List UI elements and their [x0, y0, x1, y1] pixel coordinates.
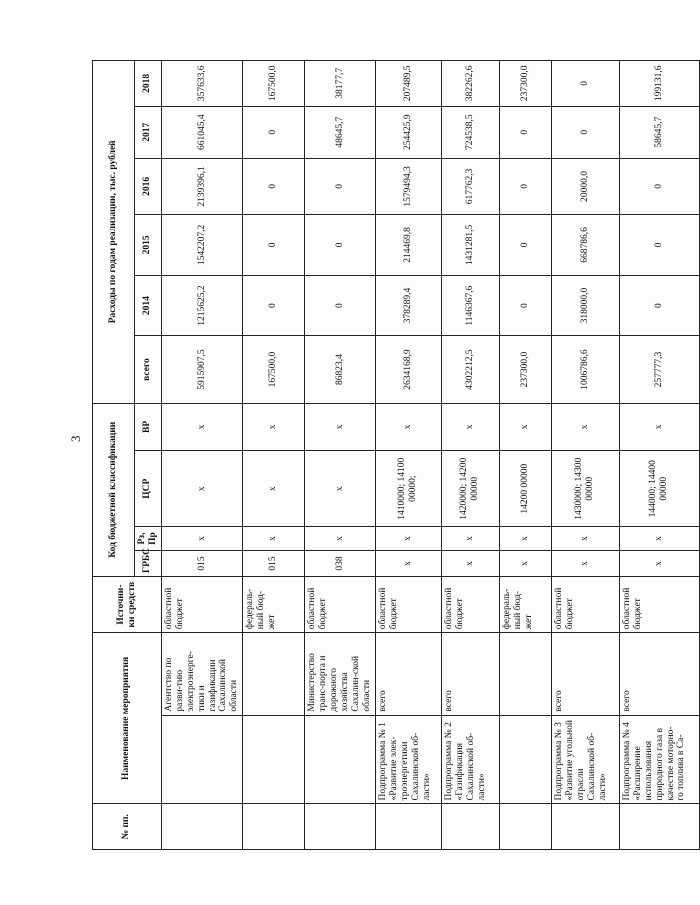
cell-y2016: 0: [499, 158, 551, 214]
cell-num: [305, 804, 376, 850]
cell-y2018: 0: [551, 61, 619, 107]
col-2018: 2018: [135, 61, 162, 107]
cell-total: 86823,4: [305, 336, 376, 403]
cell-num: [161, 804, 242, 850]
cell-y2014: 0: [499, 275, 551, 336]
cell-total: 237300,0: [499, 336, 551, 403]
table-row: [243, 61, 305, 850]
cell-total: 4302212,5: [441, 336, 499, 403]
cell-y2015: 0: [619, 215, 699, 276]
col-total: всего: [135, 336, 162, 403]
cell-vr: х: [243, 403, 305, 451]
cell-executor: всего: [619, 633, 699, 715]
cell-source: областной бюджет: [551, 576, 619, 632]
cell-y2017: 0: [551, 106, 619, 158]
cell-name: [243, 715, 305, 804]
cell-csr: 1410000; 14100 00000;: [375, 451, 441, 527]
table-row: [619, 61, 699, 850]
cell-source: областной бюджет: [375, 576, 441, 632]
cell-source: областной бюджет: [161, 576, 242, 632]
cell-y2017: 0: [243, 106, 305, 158]
cell-source: федераль-ный бюд-жет: [499, 576, 551, 632]
cell-name: [305, 715, 376, 804]
budget-table: [92, 60, 700, 850]
cell-y2015: 0: [499, 215, 551, 276]
cell-y2018: 382262,6: [441, 61, 499, 107]
cell-name: Подпрограмма № 3 «Развитие угольной отрасли Сахалинской об-ласти»: [551, 715, 619, 804]
cell-executor: [243, 633, 305, 715]
col-expenses-group: Расходы по годам реализации, тыс. рублей: [93, 61, 135, 404]
cell-y2016: 1579494,3: [375, 158, 441, 214]
cell-y2015: 214469,8: [375, 215, 441, 276]
col-code-group: Код бюджетной классификации: [93, 403, 135, 576]
cell-y2016: 0: [619, 158, 699, 214]
cell-name: Подпрограмма № 2 «Газификация Сахалинской об-ласти»: [441, 715, 499, 804]
col-csr: ЦСР: [135, 451, 162, 527]
cell-vr: х: [499, 403, 551, 451]
cell-num: [375, 804, 441, 850]
cell-y2018: 237300,0: [499, 61, 551, 107]
col-num: № пп.: [93, 804, 162, 850]
cell-total: 257777,3: [619, 336, 699, 403]
cell-csr: 1430000; 14300 00000: [551, 451, 619, 527]
cell-y2016: 0: [305, 158, 376, 214]
cell-y2018: 207489,5: [375, 61, 441, 107]
cell-y2016: 2139396,1: [161, 158, 242, 214]
cell-y2014: 1215625,2: [161, 275, 242, 336]
cell-rz: х: [243, 527, 305, 551]
cell-vr: х: [619, 403, 699, 451]
table-row: [305, 61, 376, 850]
cell-y2017: 724538,5: [441, 106, 499, 158]
cell-y2014: 378289,4: [375, 275, 441, 336]
cell-rz: х: [305, 527, 376, 551]
cell-vr: х: [375, 403, 441, 451]
cell-y2015: 0: [305, 215, 376, 276]
cell-vr: х: [551, 403, 619, 451]
cell-grbs: х: [619, 550, 699, 576]
cell-y2014: 0: [305, 275, 376, 336]
col-name: Наименование мероприятия: [93, 633, 162, 804]
cell-csr: х: [161, 451, 242, 527]
cell-executor: всего: [375, 633, 441, 715]
cell-y2015: 1431281,5: [441, 215, 499, 276]
cell-csr: х: [243, 451, 305, 527]
cell-name: [161, 715, 242, 804]
cell-y2017: 661045,4: [161, 106, 242, 158]
table-row: [499, 61, 551, 850]
col-2015: 2015: [135, 215, 162, 276]
cell-total: 5915907,5: [161, 336, 242, 403]
cell-grbs: х: [375, 550, 441, 576]
cell-y2017: 254425,9: [375, 106, 441, 158]
cell-grbs: х: [441, 550, 499, 576]
col-2017: 2017: [135, 106, 162, 158]
cell-y2014: 0: [619, 275, 699, 336]
cell-csr: 14200 00000: [499, 451, 551, 527]
cell-num: [441, 804, 499, 850]
cell-total: 167500,0: [243, 336, 305, 403]
cell-y2014: 318000,0: [551, 275, 619, 336]
col-2014: 2014: [135, 275, 162, 336]
col-2016: 2016: [135, 158, 162, 214]
budget-table-container: [92, 60, 687, 850]
table-row: [375, 61, 441, 850]
cell-y2015: 1542207,2: [161, 215, 242, 276]
cell-source: областной бюджет: [441, 576, 499, 632]
cell-rz: х: [499, 527, 551, 551]
cell-grbs: 015: [161, 550, 242, 576]
cell-rz: х: [161, 527, 242, 551]
cell-y2017: 0: [499, 106, 551, 158]
cell-rz: х: [551, 527, 619, 551]
table-body: [161, 61, 699, 850]
cell-grbs: х: [499, 550, 551, 576]
cell-y2014: 1146367,6: [441, 275, 499, 336]
cell-total: 1006786,6: [551, 336, 619, 403]
cell-vr: х: [161, 403, 242, 451]
cell-csr: 1420000; 14200 00000: [441, 451, 499, 527]
cell-y2016: 0: [243, 158, 305, 214]
page-number: 3: [68, 435, 83, 442]
cell-vr: х: [441, 403, 499, 451]
table-row: [441, 61, 499, 850]
cell-source: областной бюджет: [305, 576, 376, 632]
cell-num: [619, 804, 699, 850]
cell-name: Подпрограмма № 1 «Развитие элек-троэнергетики Сахалинской об-ласти»: [375, 715, 441, 804]
cell-executor: Министерство транс-порта и дорожного хозяйства Сахалин-ской области: [305, 633, 376, 715]
cell-grbs: х: [551, 550, 619, 576]
cell-csr: х: [305, 451, 376, 527]
cell-rz: х: [375, 527, 441, 551]
cell-source: областной бюджет: [619, 576, 699, 632]
cell-rz: х: [441, 527, 499, 551]
cell-executor: Агентство по разви-тию электроэнерге-тики и газификации Сахалинской области: [161, 633, 242, 715]
cell-num: [243, 804, 305, 850]
table-row: [161, 61, 242, 850]
cell-rz: х: [619, 527, 699, 551]
table-row: [551, 61, 619, 850]
cell-name: Подпрограмма № 4 «Расширение использования природного газа в качестве моторно-го топлива в Са-: [619, 715, 699, 804]
cell-y2016: 20000,0: [551, 158, 619, 214]
cell-y2015: 668786,6: [551, 215, 619, 276]
cell-y2018: 167500,0: [243, 61, 305, 107]
cell-grbs: 038: [305, 550, 376, 576]
col-grbs: ГРБС: [135, 550, 162, 576]
cell-source: федераль-ный бюд-жет: [243, 576, 305, 632]
cell-executor: [499, 633, 551, 715]
cell-name: [499, 715, 551, 804]
cell-y2018: 38177,7: [305, 61, 376, 107]
cell-y2016: 617762,3: [441, 158, 499, 214]
cell-num: [499, 804, 551, 850]
cell-y2018: 357633,6: [161, 61, 242, 107]
col-source: Источни-ки средств: [93, 576, 162, 632]
cell-y2014: 0: [243, 275, 305, 336]
cell-vr: х: [305, 403, 376, 451]
col-vr: ВР: [135, 403, 162, 451]
cell-grbs: 015: [243, 550, 305, 576]
cell-y2018: 199131,6: [619, 61, 699, 107]
cell-executor: всего: [441, 633, 499, 715]
cell-total: 2634168,9: [375, 336, 441, 403]
cell-y2017: 48645,7: [305, 106, 376, 158]
cell-executor: всего: [551, 633, 619, 715]
cell-y2015: 0: [243, 215, 305, 276]
cell-y2017: 58645,7: [619, 106, 699, 158]
cell-num: [551, 804, 619, 850]
col-rz: Рз, Пр: [135, 527, 162, 551]
cell-csr: 144000; 14400 00000: [619, 451, 699, 527]
